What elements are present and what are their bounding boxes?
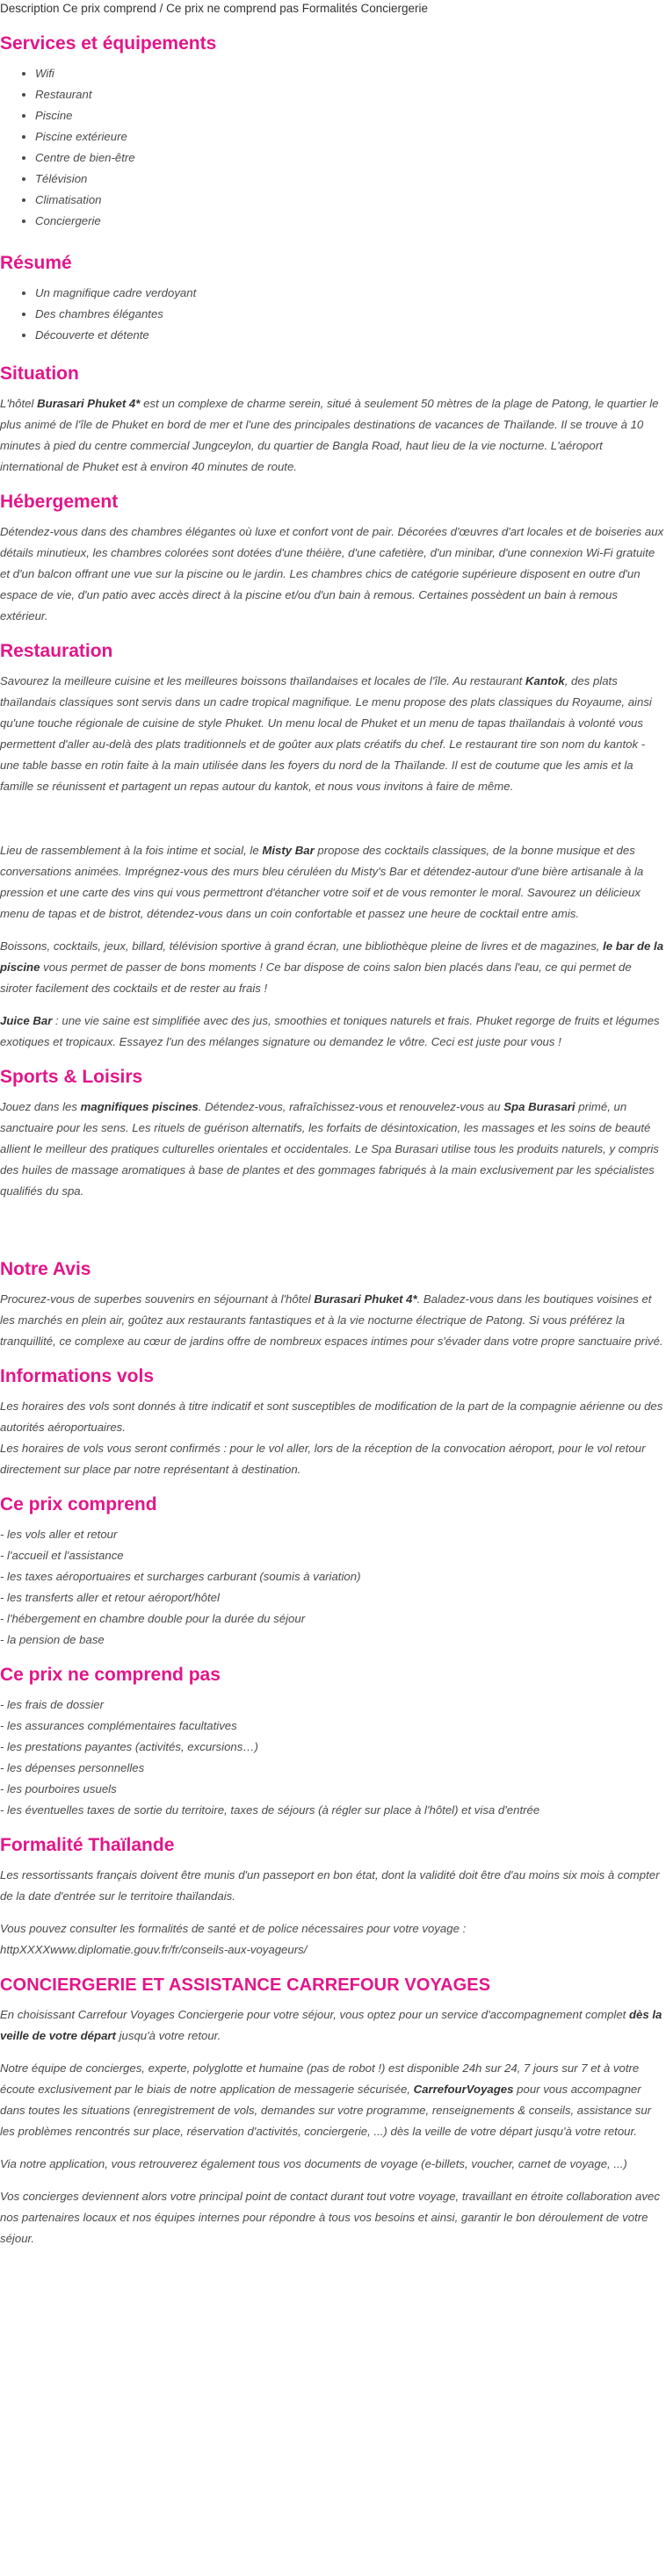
restauration-title: Restauration: [0, 641, 113, 661]
resume-title: Résumé: [0, 253, 72, 273]
ne-comprend-item: - les dépenses personnelles: [0, 1761, 145, 1774]
comprend-item: - l'hébergement en chambre double pour la durée du séjour: [0, 1612, 306, 1625]
conciergerie-highlight: dès la veille de votre départ: [0, 2008, 662, 2042]
services-item: • Piscine extérieure: [35, 126, 664, 148]
conciergerie-title: CONCIERGERIE ET ASSISTANCE CARREFOUR VOYAGES: [0, 1975, 491, 1995]
sports-text: Jouez dans les magnifiques piscines. Détendez-vous, rafraîchissez-vous et renouvelez-vous au Spa Burasari primé, un sanctuaire pour les sens. Les rituels de guérison alternatifs, les forfaits de désintoxication, les massages et les soins de beauté allient le meilleur des pratiques culturelles orientales et occidentales. Le Spa Burasari utilise tous les produits naturels, y compris des huiles de massage aromatiques à base de plantes et des gommages fabriqués à la main exclusivement par les spécialistes qualifiés du spa.: [0, 1100, 659, 1198]
ne-comprend-list: [0, 1695, 664, 1821]
situation-title: Situation: [0, 363, 79, 384]
comprend-list: [0, 1524, 664, 1651]
resume-list: [0, 283, 664, 346]
restauration-text-4: Juice Bar : une vie saine est simplifiée avec des jus, smoothies et toniques naturels et frais. Phuket regorge de fruits et légumes exotiques et tropicaux. Essayez l'un des mélanges signature ou demandez le vôtre. Ceci est juste pour vous !: [0, 1014, 660, 1048]
ne-comprend-item: - les assurances complémentaires facultatives: [0, 1719, 237, 1732]
breadcrumb-separator: /: [159, 2, 163, 15]
ne-comprend-item: - les frais de dossier: [0, 1698, 104, 1711]
ne-comprend-item: - les pourboires usuels: [0, 1782, 117, 1795]
comprend-item: - l'accueil et l'assistance: [0, 1549, 124, 1562]
breadcrumb-description[interactable]: Description: [0, 2, 60, 15]
sports-title: Sports & Loisirs: [0, 1067, 143, 1087]
spacer: [0, 1213, 664, 1257]
juice-bar-name: Juice Bar: [0, 1014, 53, 1027]
services-item: • Climatisation: [35, 190, 664, 211]
avis-text: Procurez-vous de superbes souvenirs en séjournant à l'hôtel Burasari Phuket 4*. Baladez-vous dans les boutiques voisines et les marchés en plein air, goûtez aux restaurants fantastiques et à la vie nocturne électrique de Patong. Si vous préférez la tranquillité, ce complexe au cœur de jardins offre de nombreux espaces intimes pour s'évader dans votre propre sanctuaire privé.: [0, 1292, 663, 1348]
breadcrumb: [0, 0, 664, 18]
restaurant-name: Kantok: [525, 674, 565, 687]
breadcrumb-conciergerie[interactable]: Conciergerie: [360, 2, 429, 15]
bar-name: Misty Bar: [262, 844, 315, 857]
comprend-title: Ce prix comprend: [0, 1494, 157, 1515]
comprend-item: - les vols aller et retour: [0, 1528, 118, 1541]
pools-highlight: magnifiques piscines: [80, 1100, 199, 1113]
conciergerie-text-4: Vos concierges deviennent alors votre principal point de contact durant tout votre voyage, travaillant en étroite collaboration avec nos partenaires locaux et nos équipes internes pour répondre à tous vos besoins et ainsi, garantir le bon déroulement de votre séjour.: [0, 2190, 660, 2245]
breadcrumb-prix-ne-comprend[interactable]: Ce prix ne comprend pas: [166, 2, 299, 15]
situation-text: L'hôtel Burasari Phuket 4* est un complexe de charme serein, situé à seulement 50 mètres de la plage de Patong, le quartier le plus animé de l'île de Phuket en bord de mer et l'une des principales destinations de vacances de Thaïlande. Il se trouve à 10 minutes à pied du centre commercial Jungceylon, du quartier de Bangla Road, haut lieu de la vie nocturne. L'aéroport international de Phuket est à environ 40 minutes de route.: [0, 397, 659, 473]
vols-title: Informations vols: [0, 1366, 155, 1386]
ne-comprend-item: - les prestations payantes (activités, excursions…): [0, 1740, 258, 1753]
resume-item: • Un magnifique cadre verdoyant: [35, 283, 664, 304]
services-list: [0, 63, 664, 232]
services-item: • Piscine: [35, 105, 664, 126]
resume-item: • Découverte et détente: [35, 325, 664, 346]
breadcrumb-formalites[interactable]: Formalités: [301, 2, 358, 15]
hebergement-text: Détendez-vous dans des chambres élégantes où luxe et confort vont de pair. Décorées d'œuvres d'art locales et de boiseries aux détails minutieux, les chambres colorées sont dotées d'une théière, d'une cafetière, d'un minibar, d'une connexion Wi-Fi gratuite et d'un balcon offrant une vue sur la piscine ou le jardin. Les chambres chics de catégorie supérieure disposent en outre d'un espace de vie, d'un patio avec accès direct à la piscine et/ou d'un bain à remous. Certaines possèdent un bain à remous extérieur.: [0, 525, 664, 622]
services-item: • Restaurant: [35, 84, 664, 105]
services-item: • Centre de bien-être: [35, 148, 664, 169]
restauration-text-2: Lieu de rassemblement à la fois intime et social, le Misty Bar propose des cocktails classiques, de la bonne musique et des conversations animées. Imprégnez-vous des murs bleu céruléen du Misty's Bar et détendez-autour d'une bière artisanale à la pression et une carte des vins qui vous permettront d'étancher votre soif et de vous remonter le moral. Savourez un délicieux menu de tapas et de bistrot, détendez-vous dans un coin confortable et passez une heure de cocktail entre amis.: [0, 844, 644, 920]
ne-comprend-item: - les éventuelles taxes de sortie du territoire, taxes de séjours (à régler sur place à l'hôtel) et visa d'entrée: [0, 1803, 540, 1817]
vols-text: Les horaires des vols sont donnés à titre indicatif et sont susceptibles de modification de la part de la compagnie aérienne ou des autorités aéroportuaires. Les horaires de vols vous seront confirmés : pour le vol aller, lors de la réception de la convocation aéroport, pour le vol retour directement sur place par notre représentant à destination.: [0, 1400, 663, 1476]
hebergement-title: Hébergement: [0, 492, 119, 512]
services-item: • Conciergerie: [35, 211, 664, 232]
restauration-text-1: Savourez la meilleure cuisine et les meilleures boissons thaïlandaises et locales de l'île. Au restaurant Kantok, des plats thaïlandais classiques sont servis dans un cadre tropical magnifique. Le menu propose des plats classiques du Royaume, ainsi qu'une touche régionale de cuisine de style Phuket. Un menu local de Phuket et un menu de tapas thaïlandais à volonté vous permettent d'aller au-delà des plats traditionnels et de goûter aux plats créatifs du chef. Le restaurant tire son nom du kantok - une table basse en rotin faite à la main utilisée dans les foyers du nord de la Thaïlande. Il est de coutume que les amis et la famille se réunissent et partagent un repas autour du kantok, et nous vous invitons à faire de même.: [0, 674, 652, 793]
services-item: • Télévision: [35, 169, 664, 190]
avis-hotel-name: Burasari Phuket 4*: [314, 1292, 417, 1306]
resume-item: • Des chambres élégantes: [35, 304, 664, 325]
ne-comprend-title: Ce prix ne comprend pas: [0, 1665, 221, 1685]
breadcrumb-prix-comprend[interactable]: Ce prix comprend: [62, 2, 156, 15]
conciergerie-text-2: Notre équipe de concierges, experte, polyglotte et humaine (pas de robot !) est disponible 24h sur 24, 7 jours sur 7 et à votre écoute exclusivement par le biais de notre application de messagerie sécurisée, CarrefourVoyages pour vous accompagner dans toutes les situations (enregistrement de vols, demandes sur votre programme, renseignements & conseils, assistance sur les problèmes rencontrés sur place, réservation d'activités, conciergerie, ...) dès la veille de votre départ jusqu'à votre retour.: [0, 2062, 652, 2138]
comprend-item: - les taxes aéroportuaires et surcharges carburant (soumis à variation): [0, 1570, 361, 1583]
conciergerie-text-3: Via notre application, vous retrouverez également tous vos documents de voyage (e-billets, voucher, carnet de voyage, ...): [0, 2157, 627, 2170]
app-name: CarrefourVoyages: [413, 2083, 514, 2096]
spa-name: Spa Burasari: [503, 1100, 576, 1113]
services-title: Services et équipements: [0, 33, 217, 54]
conciergerie-text-1: En choisissant Carrefour Voyages Conciergerie pour votre séjour, vous optez pour un service d'accompagnement complet dès la veille de votre départ jusqu'à votre retour.: [0, 2008, 662, 2042]
restauration-text-3: Boissons, cocktails, jeux, billard, télévision sportive à grand écran, une bibliothèque pleine de livres et de magazines, le bar de la piscine vous permet de passer de bons moments ! Ce bar dispose de coins salon bien placés dans l'eau, ce qui permet de siroter facilement des cocktails et de rester au frais !: [0, 939, 664, 995]
hotel-name: Burasari Phuket 4*: [37, 397, 141, 410]
formalite-text-1: Les ressortissants français doivent être munis d'un passeport en bon état, dont la validité doit être d'au moins six mois à compter de la date d'entrée sur le territoire thaïlandais.: [0, 1868, 660, 1903]
formalite-title: Formalité Thaïlande: [0, 1835, 175, 1855]
spacer: [0, 809, 664, 840]
avis-title: Notre Avis: [0, 1259, 91, 1279]
services-item: • Wifi: [35, 63, 664, 84]
pool-bar-name: le bar de la piscine: [0, 939, 664, 974]
comprend-item: - la pension de base: [0, 1633, 105, 1646]
comprend-item: - les transferts aller et retour aéroport/hôtel: [0, 1591, 220, 1604]
formalite-text-2: Vous pouvez consulter les formalités de santé et de police nécessaires pour votre voyage : httpXXXXwww.diplomatie.gouv.fr/fr/conseils-aux-voyageurs/: [0, 1922, 467, 1956]
